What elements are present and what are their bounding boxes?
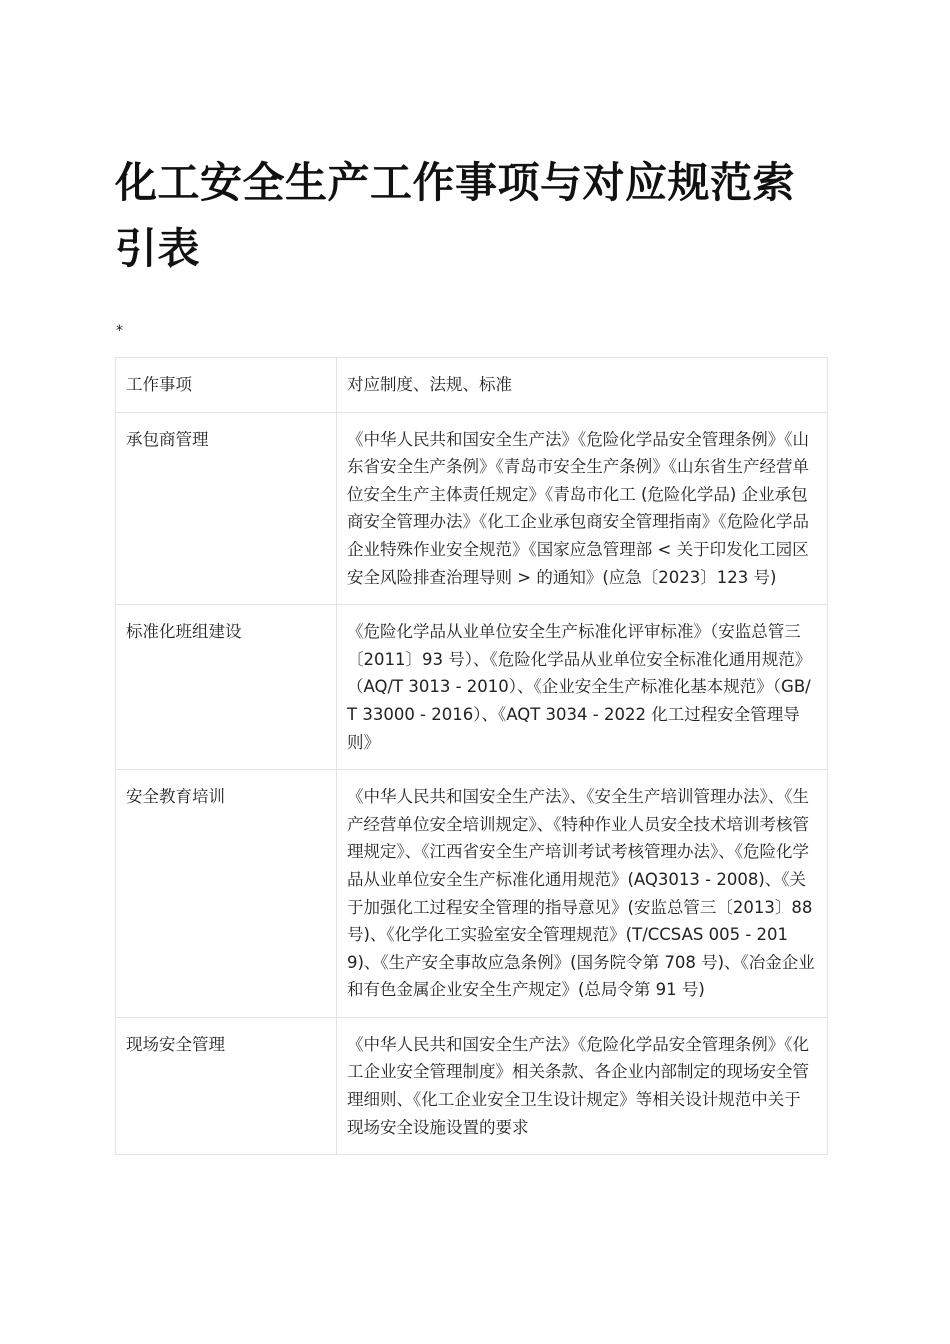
regulation-index-table (115, 357, 828, 1155)
work-item-cell: 安全教育培训 (116, 770, 337, 1018)
work-item-cell: 标准化班组建设 (116, 605, 337, 770)
table-header-row (116, 358, 828, 413)
table-row (116, 412, 828, 605)
table-row (116, 770, 828, 1018)
norms-cell: 《中华人民共和国安全生产法》《危险化学品安全管理条例》《山东省安全生产条例》《青岛市安全生产条例》《山东省生产经营单位安全生产主体责任规定》《青岛市化工 (危险化学品) 企业承包商安全管理办法》《化工企业承包商安全管理指南》《危险化学品企业特殊作业安全规范》《国家应急管理部 < 关于印发化工园区安全风险排查治理导则 > 的通知》(应急〔2023〕123 号) (337, 412, 828, 605)
work-item-cell: 现场安全管理 (116, 1017, 337, 1154)
header-cell-item: 工作事项 (116, 358, 337, 413)
table-row (116, 605, 828, 770)
norms-cell: 《危险化学品从业单位安全生产标准化评审标准》（安监总管三〔2011〕93 号）、《危险化学品从业单位安全标准化通用规范》（AQ/T 3013 - 2010）、《企业安全生产标准化基本规范》（GB/T 33000 - 2016）、《AQT 3034 - 2022 化工过程安全管理导则》 (337, 605, 828, 770)
asterisk-marker: * (116, 323, 123, 339)
table-row (116, 1017, 828, 1154)
norms-cell: 《中华人民共和国安全生产法》、《安全生产培训管理办法》、《生产经营单位安全培训规定》、《特种作业人员安全技术培训考核管理规定》、《江西省安全生产培训考试考核管理办法》、《危险化学品从业单位安全生产标准化通用规范》(AQ3013 - 2008)、《关于加强化工过程安全管理的指导意见》(安监总管三〔2013〕88 号)、《化学化工实验室安全管理规范》(T/CCSAS 005 - 2019)、《生产安全事故应急条例》(国务院令第 708 号)、《冶金企业和有色金属企业安全生产规定》(总局令第 91 号) (337, 770, 828, 1018)
norms-cell: 《中华人民共和国安全生产法》《危险化学品安全管理条例》《化工企业安全管理制度》相关条款、各企业内部制定的现场安全管理细则、《化工企业安全卫生设计规定》等相关设计规范中关于现场安全设施设置的要求 (337, 1017, 828, 1154)
page-title: 化工安全生产工作事项与对应规范索引表 (115, 158, 796, 273)
header-cell-norms: 对应制度、法规、标准 (337, 358, 828, 413)
work-item-cell: 承包商管理 (116, 412, 337, 605)
